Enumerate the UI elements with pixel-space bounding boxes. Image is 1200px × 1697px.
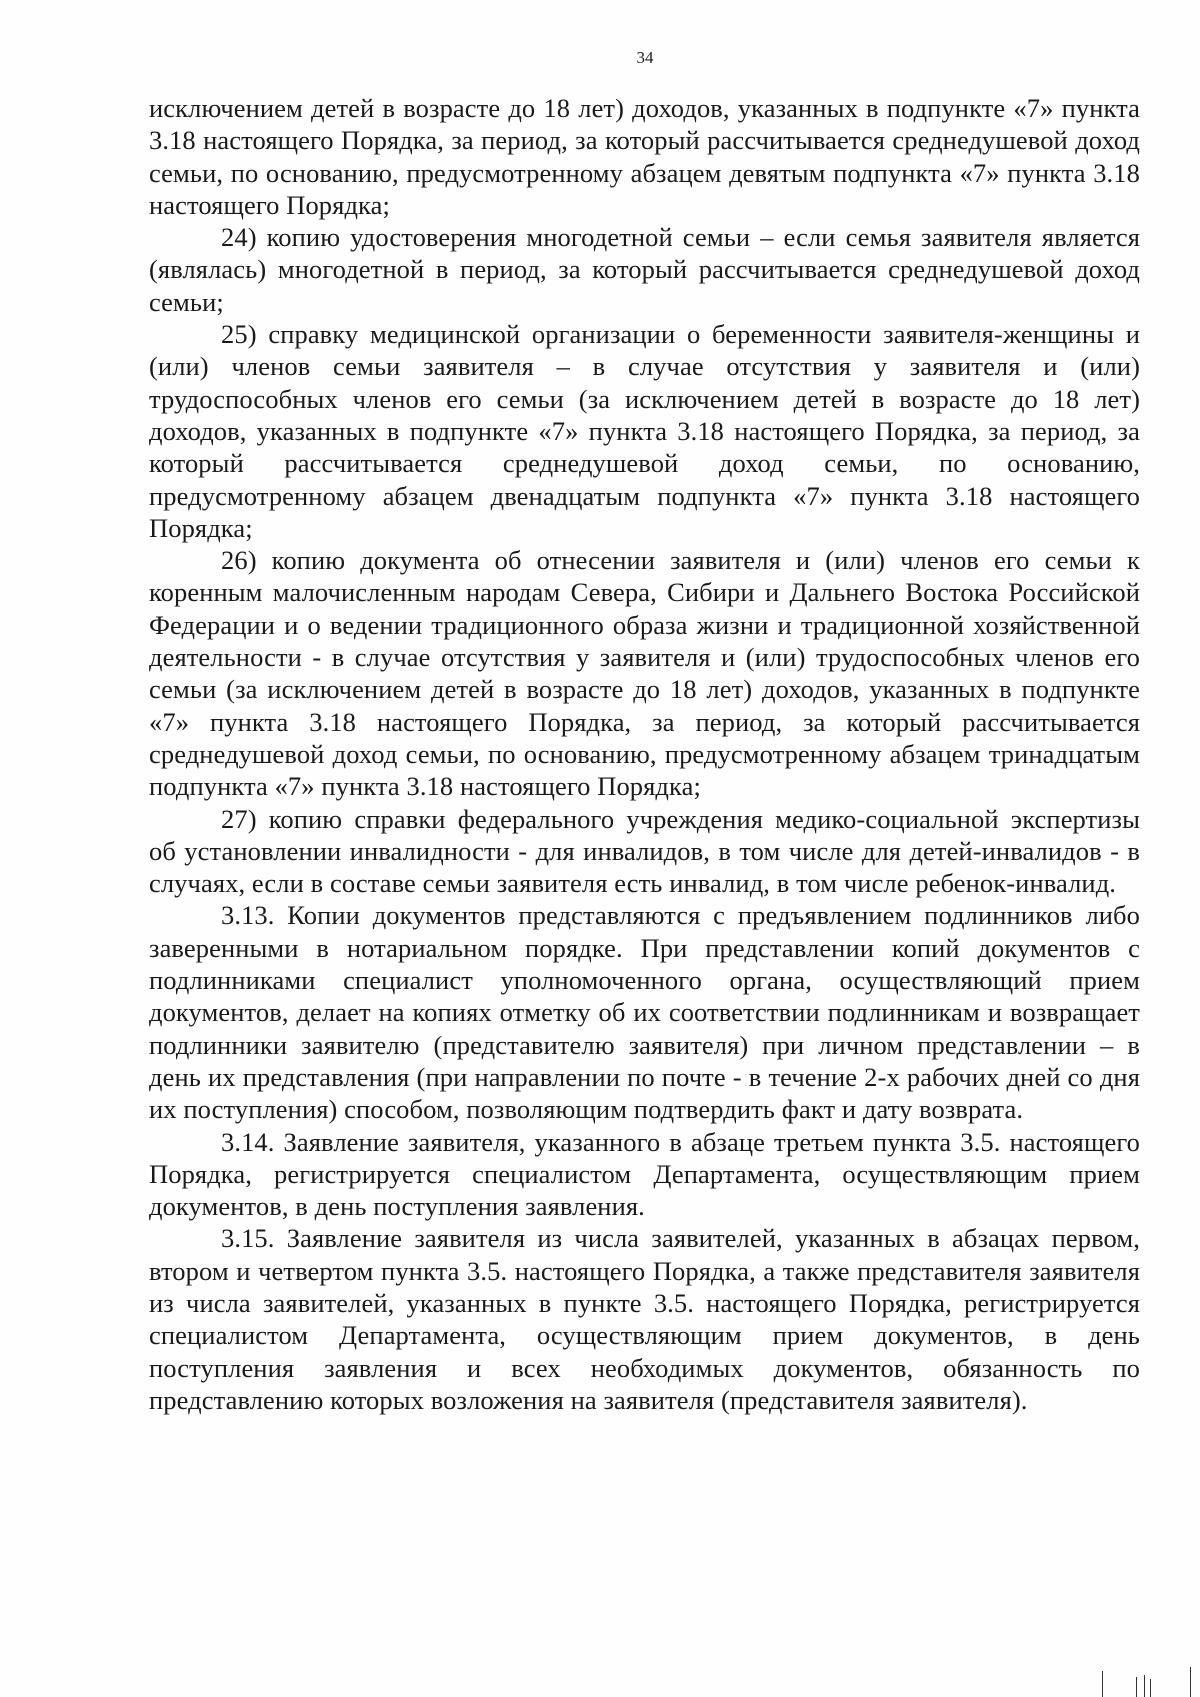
document-body: [149, 92, 1140, 1416]
paragraph-clause-3-14: 3.14. Заявление заявителя, указанного в абзаце третьем пункта 3.5. настоящего Порядка, регистрируется специалистом Департамента, осуществляющим прием документов, в день поступления заявления.: [149, 1126, 1140, 1222]
scan-mark: [1102, 1671, 1103, 1697]
scan-mark: [1150, 1679, 1151, 1697]
paragraph-item-27: 27) копию справки федерального учреждения медико-социальной экспертизы об установлении инвалидности - для инвалидов, в том числе для детей-инвалидов - в случаях, если в составе семьи заявителя есть инвалид, в том числе ребенок-инвалид.: [149, 803, 1140, 899]
scan-mark: [1144, 1675, 1145, 1697]
scan-artifact-marks: [1040, 1657, 1200, 1697]
scan-mark: [1190, 1667, 1191, 1697]
paragraph-clause-3-13: 3.13. Копии документов представляются с предъявлением подлинников либо заверенными в нотариальном порядке. При представлении копий документов с подлинниками специалист уполномоченного органа, осуществляющий прием документов, делает на копиях отметку об их соответствии подлинникам и возвращает подлинники заявителю (представителю заявителя) при личном представлении – в день их представления (при направлении по почте - в течение 2-х рабочих дней со дня их поступления) способом, позволяющим подтвердить факт и дату возврата.: [149, 900, 1140, 1125]
scan-mark: [1136, 1677, 1137, 1697]
page-number: 34: [636, 48, 654, 67]
paragraph-item-26: 26) копию документа об отнесении заявителя и (или) членов его семьи к коренным малочисленным народам Севера, Сибири и Дальнего Востока Российской Федерации и о ведении традиционного образа жизни и традиционной хозяйственной деятельности - в случае отсутствия у заявителя и (или) трудоспособных членов его семьи (за исключением детей в возрасте до 18 лет) доходов, указанных в подпункте «7» пункта 3.18 настоящего Порядка, за период, за который рассчитывается среднедушевой доход семьи, по основанию, предусмотренному абзацем тринадцатым подпункта «7» пункта 3.18 настоящего Порядка;: [149, 545, 1140, 802]
paragraph-clause-3-15: 3.15. Заявление заявителя из числа заявителей, указанных в абзацах первом, втором и четвертом пункта 3.5. настоящего Порядка, а также представителя заявителя из числа заявителей, указанных в пункте 3.5. настоящего Порядка, регистрируется специалистом Департамента, осуществляющим прием документов, в день поступления заявления и всех необходимых документов, обязанность по представлению которых возложения на заявителя (представителя заявителя).: [149, 1223, 1140, 1415]
paragraph-item-25: 25) справку медицинской организации о беременности заявителя-женщины и (или) членов семьи заявителя – в случае отсутствия у заявителя и (или) трудоспособных членов его семьи (за исключением детей в возрасте до 18 лет) доходов, указанных в подпункте «7» пункта 3.18 настоящего Порядка, за период, за который рассчитывается среднедушевой доход семьи, по основанию, предусмотренному абзацем двенадцатым подпункта «7» пункта 3.18 настоящего Порядка;: [149, 319, 1140, 543]
paragraph-item-24: 24) копию удостоверения многодетной семьи – если семья заявителя является (являлась) многодетной в период, за который рассчитывается среднедушевой доход семьи;: [149, 222, 1140, 317]
paragraph-continuation: исключением детей в возрасте до 18 лет) доходов, указанных в подпункте «7» пункта 3.18 настоящего Порядка, за период, за который рассчитывается среднедушевой доход семьи, по основанию, предусмотренному абзацем девятым подпункта «7» пункта 3.18 настоящего Порядка;: [149, 93, 1140, 220]
